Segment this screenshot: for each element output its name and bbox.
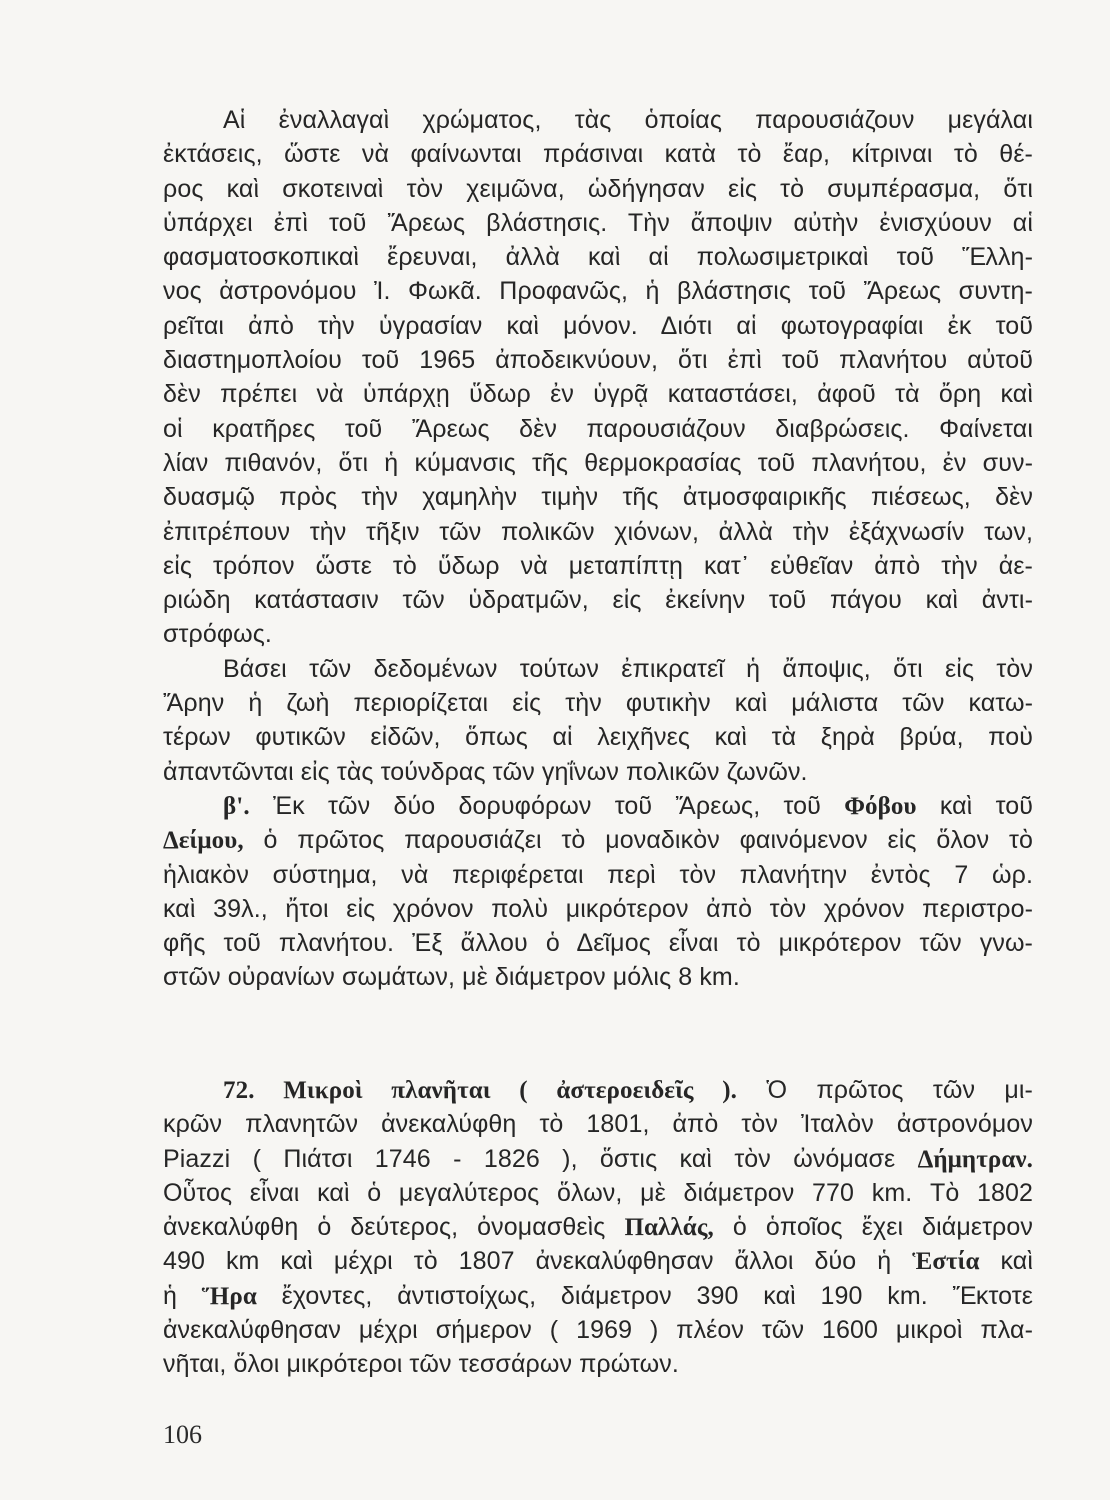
text-line: Αἱ ἐναλλαγαὶ χρώματος, τὰς ὁποίας παρουσιάζουν μεγάλαι — [223, 106, 1033, 134]
text-run: Ἐκ τῶν δύο δορυφόρων τοῦ Ἄρεως, τοῦ — [249, 791, 845, 820]
text-line: νῆται, ὅλοι μικρότεροι τῶν τεσσάρων πρώτων. — [163, 1350, 679, 1379]
text-run: 490 km καὶ μέχρι τὸ 1807 ἀνεκαλύφθησαν ἄλλοι δύο ἡ — [163, 1247, 913, 1276]
text-line: ριώδη κατάστασιν τῶν ὑδρατμῶν, εἰς ἐκείνην τοῦ πάγου καὶ ἀντι- — [163, 586, 1033, 615]
text-line: ἀνεκαλύφθησαν μέχρι σήμερον ( 1969 ) πλέον τῶν 1600 μικροὶ πλα- — [163, 1316, 1033, 1345]
body-text-upper — [163, 103, 1033, 995]
text-line — [163, 1279, 1033, 1313]
text-line: ὑπάρχει ἐπὶ τοῦ Ἄρεως βλάστησις. Τὴν ἄποψιν αὐτὴν ἐνισχύουν αἱ — [163, 208, 1033, 237]
paragraph-mars-life — [163, 652, 1033, 789]
text-line: εἰς τρόπον ὥστε τὸ ὕδωρ νὰ μεταπίπτῃ κατ᾽ εὐθεῖαν ἀπὸ τὴν ἀε- — [163, 551, 1033, 580]
text-line — [163, 1210, 1033, 1244]
text-line — [163, 789, 1033, 823]
text-line — [163, 1142, 1033, 1176]
item-marker: β'. — [223, 792, 250, 820]
text-line: κρῶν πλανητῶν ἀνεκαλύφθη τὸ 1801, ἀπὸ τὸν Ἰταλὸν ἀστρονόμον — [163, 1110, 1033, 1139]
text-line: Οὗτος εἶναι καὶ ὁ μεγαλύτερος ὅλων, μὲ διάμετρον 770 km. Τὸ 1802 — [163, 1178, 1033, 1207]
text-line: τέρων φυτικῶν εἰδῶν, ὅπως αἱ λειχῆνες καὶ τὰ ξηρὰ βρύα, ποὺ — [163, 723, 1033, 752]
term-pallas: Παλλάς, — [624, 1214, 714, 1242]
text-run: ὁ πρῶτος παρουσιάζει τὸ μοναδικὸν φαινόμενον εἰς ὅλον τὸ — [243, 826, 1033, 855]
text-line: δυασμῷ πρὸς τὴν χαμηλὴν τιμὴν τῆς ἀτμοσφαιρικῆς πιέσεως, δὲν — [163, 483, 1033, 512]
text-line: διαστημοπλοίου τοῦ 1965 ἀποδεικνύουν, ὅτι ἐπὶ τοῦ πλανήτου αὐτοῦ — [163, 346, 1033, 375]
text-line: στῶν οὐρανίων σωμάτων, μὲ διάμετρον μόλις 8 km. — [163, 963, 740, 992]
text-line: φῆς τοῦ πλανήτου. Ἐξ ἄλλου ὁ Δεῖμος εἶναι τὸ μικρότερον τῶν γνω- — [163, 929, 1033, 958]
term-juno: Ἥρα — [201, 1282, 257, 1310]
section-heading: 72. Μικροὶ πλανῆται ( ἀστεροειδεῖς ). — [223, 1077, 737, 1104]
text-line: λίαν πιθανόν, ὅτι ἡ κύμανσις τῆς θερμοκρασίας τοῦ πλανήτου, ἐν συν- — [163, 448, 1033, 477]
text-line: δὲν πρέπει νὰ ὑπάρχῃ ὕδωρ ἐν ὑγρᾷ καταστάσει, ἀφοῦ τὰ ὄρη καὶ — [163, 380, 1033, 409]
text-run: ὁ ὁποῖος ἔχει διάμετρον — [713, 1213, 1033, 1242]
text-run: καὶ τοῦ — [916, 791, 1033, 820]
text-run: Ὁ πρῶτος τῶν μι- — [737, 1076, 1033, 1104]
section-72-asteroids — [163, 1073, 1033, 1382]
text-line: ἐπιτρέπουν τὴν τῆξιν τῶν πολικῶν χιόνων, ἀλλὰ τὴν ἐξάχνωσίν των, — [163, 517, 1033, 546]
text-line: ἀπαντῶνται εἰς τὰς τούνδρας τῶν γηΐνων πολικῶν ζωνῶν. — [163, 757, 808, 786]
text-line: ἐκτάσεις, ὥστε νὰ φαίνωνται πράσιναι κατὰ τὸ ἔαρ, κίτριναι τὸ θέ- — [163, 140, 1033, 169]
text-line: στρόφως. — [163, 620, 272, 649]
text-line: Ἄρην ἡ ζωὴ περιορίζεται εἰς τὴν φυτικὴν καὶ μάλιστα τῶν κατω- — [163, 689, 1033, 718]
term-deimos: Δείμου, — [163, 827, 244, 855]
text-run: ἡ — [163, 1281, 202, 1310]
text-run: καὶ — [979, 1247, 1033, 1276]
text-line — [163, 823, 1033, 857]
text-line: ἡλιακὸν σύστημα, νὰ περιφέρεται περὶ τὸν πλανήτην ἐντὸς 7 ὡρ. — [163, 860, 1033, 889]
text-line: ρος καὶ σκοτειναὶ τὸν χειμῶνα, ὡδήγησαν εἰς τὸ συμπέρασμα, ὅτι — [163, 174, 1033, 203]
term-phobos: Φόβου — [844, 792, 917, 820]
term-vesta: Ἑστία — [912, 1248, 980, 1276]
text-run: ἔχοντες, ἀντιστοίχως, διάμετρον 390 καὶ 190 km. Ἔκτοτε — [256, 1281, 1033, 1310]
text-line: Βάσει τῶν δεδομένων τούτων ἐπικρατεῖ ἡ ἄποψις, ὅτι εἰς τὸν — [223, 654, 1033, 683]
text-line: καὶ 39λ., ἤτοι εἰς χρόνον πολὺ μικρότερον ἀπὸ τὸν χρόνον περιστρο- — [163, 894, 1033, 923]
paragraph-mars-vegetation — [163, 103, 1033, 652]
text-line: φασματοσκοπικαὶ ἔρευναι, ἀλλὰ καὶ αἱ πολωσιμετρικαὶ τοῦ Ἕλλη- — [163, 243, 1033, 272]
text-line: ρεῖται ἀπὸ τὴν ὑγρασίαν καὶ μόνον. Διότι αἱ φωτογραφίαι ἐκ τοῦ — [163, 311, 1033, 340]
text-line — [163, 1073, 1033, 1107]
text-line: νος ἀστρονόμου Ἰ. Φωκᾶ. Προφανῶς, ἡ βλάστησις τοῦ Ἄρεως συντη- — [163, 277, 1033, 306]
text-line: οἱ κρατῆρες τοῦ Ἄρεως δὲν παρουσιάζουν διαβρώσεις. Φαίνεται — [163, 414, 1033, 443]
body-text-lower — [163, 1073, 1033, 1382]
page-number: 106 — [163, 1420, 202, 1449]
text-run: ἀνεκαλύφθη ὁ δεύτερος, ὀνομασθεὶς — [163, 1213, 625, 1242]
text-run: Piazzi ( Πιάτσι 1746 - 1826 ), ὅστις καὶ τὸν ὠνόμασε — [163, 1144, 918, 1173]
term-ceres: Δήμητραν. — [917, 1145, 1033, 1173]
text-line — [163, 1244, 1033, 1278]
paragraph-mars-moons — [163, 789, 1033, 995]
